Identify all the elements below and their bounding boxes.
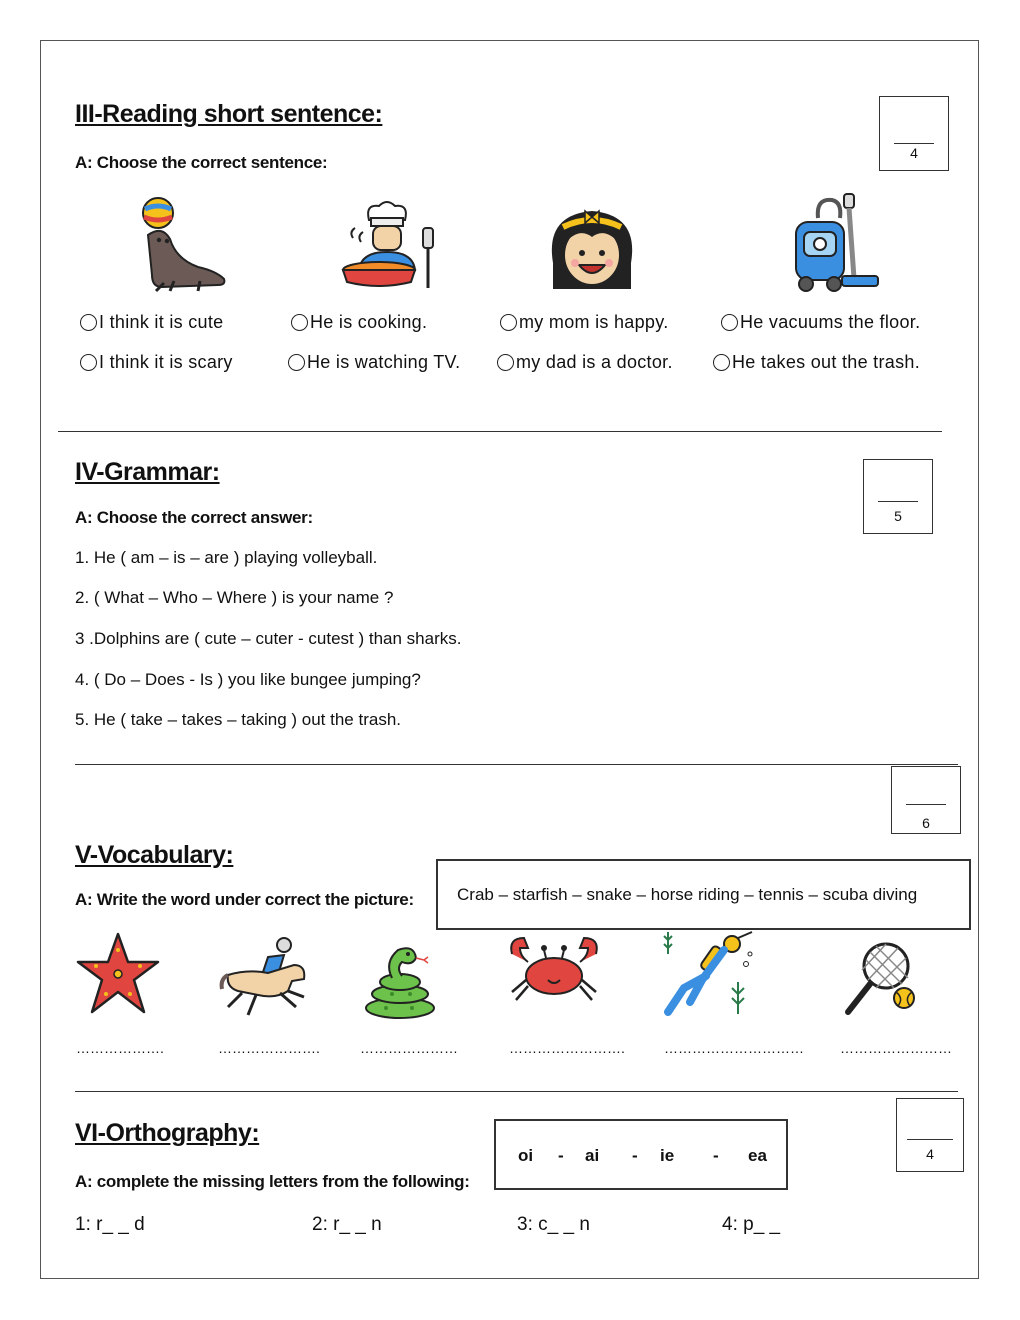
vocabulary-score-max: 6 [922, 815, 930, 831]
letter-option-ai: ai [585, 1146, 600, 1165]
orthography-instruction: A: complete the missing letters from the following: [75, 1172, 470, 1191]
reading-option-3a[interactable]: my mom is happy. [500, 312, 669, 333]
orthography-item-2[interactable]: 2: r_ _ n [312, 1214, 382, 1235]
radio-icon[interactable] [291, 314, 308, 331]
reading-option-1a[interactable]: I think it is cute [80, 312, 223, 333]
orthography-score-max: 4 [926, 1146, 934, 1162]
reading-score-box[interactable] [879, 96, 949, 171]
horse-riding-icon [218, 935, 310, 1019]
reading-option-1b[interactable]: I think it is scary [80, 352, 233, 373]
scuba-diver-icon [662, 928, 757, 1018]
vocabulary-title: V-Vocabulary: [75, 841, 234, 869]
orthography-score-box[interactable] [896, 1098, 964, 1172]
vocab-blank-5[interactable]: ………………………… [664, 1040, 804, 1056]
letter-separator: - [558, 1146, 564, 1165]
reading-score-max: 4 [910, 145, 918, 161]
grammar-item-5: 5. He ( take – takes – taking ) out the trash. [75, 710, 402, 729]
reading-option-4a[interactable]: He vacuums the floor. [721, 312, 920, 333]
letter-option-ie: ie [660, 1146, 675, 1165]
radio-icon[interactable] [500, 314, 517, 331]
grammar-item-2: 2. ( What – Who – Where ) is your name ? [75, 588, 394, 607]
starfish-icon [74, 930, 162, 1018]
section-divider [58, 431, 942, 432]
vocab-blank-4[interactable]: ……………………. [509, 1040, 625, 1056]
grammar-score-max: 5 [894, 508, 902, 524]
reading-option-3b[interactable]: my dad is a doctor. [497, 352, 673, 373]
chef-cooking-icon [335, 198, 440, 294]
vocabulary-score-box[interactable] [891, 766, 961, 834]
reading-option-4b[interactable]: He takes out the trash. [713, 352, 920, 373]
radio-icon[interactable] [80, 354, 97, 371]
radio-icon[interactable] [713, 354, 730, 371]
radio-icon[interactable] [80, 314, 97, 331]
vocabulary-instruction: A: Write the word under correct the picture: [75, 890, 414, 909]
orthography-item-1[interactable]: 1: r_ _ d [75, 1214, 145, 1235]
orthography-item-3[interactable]: 3: c_ _ n [517, 1214, 590, 1235]
vocab-blank-2[interactable]: …………………. [218, 1040, 320, 1056]
vocab-blank-3[interactable]: ………………… [360, 1040, 458, 1056]
vocabulary-word-bank [436, 859, 971, 930]
reading-option-2a[interactable]: He is cooking. [291, 312, 427, 333]
reading-title: III-Reading short sentence: [75, 100, 383, 128]
grammar-item-4: 4. ( Do – Does - Is ) you like bungee jumping? [75, 670, 421, 689]
grammar-title: IV-Grammar: [75, 458, 220, 486]
grammar-score-box[interactable] [863, 459, 933, 534]
grammar-item-3: 3 .Dolphins are ( cute – cuter - cutest ) than sharks. [75, 629, 462, 648]
section-divider [75, 1091, 958, 1092]
reading-instruction: A: Choose the correct sentence: [75, 153, 328, 172]
tennis-icon [840, 940, 920, 1020]
grammar-instruction: A: Choose the correct answer: [75, 508, 313, 527]
radio-icon[interactable] [497, 354, 514, 371]
orthography-item-4[interactable]: 4: p_ _ [722, 1214, 781, 1235]
vocab-blank-6[interactable]: …………………… [840, 1040, 952, 1056]
radio-icon[interactable] [721, 314, 738, 331]
letter-separator: - [632, 1146, 638, 1165]
section-divider [75, 764, 958, 765]
happy-girl-icon [545, 203, 640, 293]
crab-icon [506, 934, 602, 1006]
letter-option-oi: oi [518, 1146, 534, 1165]
reading-option-2b[interactable]: He is watching TV. [288, 352, 460, 373]
vocab-blank-1[interactable]: ………………. [76, 1040, 164, 1056]
vacuum-cleaner-icon [788, 188, 883, 296]
seal-with-ball-icon [140, 195, 230, 295]
radio-icon[interactable] [288, 354, 305, 371]
orthography-letter-bank [494, 1119, 788, 1190]
orthography-title: VI-Orthography: [75, 1119, 260, 1147]
letter-separator: - [713, 1146, 719, 1165]
snake-icon [362, 940, 437, 1020]
word-bank-text: Crab – starfish – snake – horse riding – tennis – scuba diving [457, 884, 918, 904]
letter-option-ea: ea [748, 1146, 767, 1165]
grammar-item-1: 1. He ( am – is – are ) playing volleyball. [75, 548, 378, 567]
